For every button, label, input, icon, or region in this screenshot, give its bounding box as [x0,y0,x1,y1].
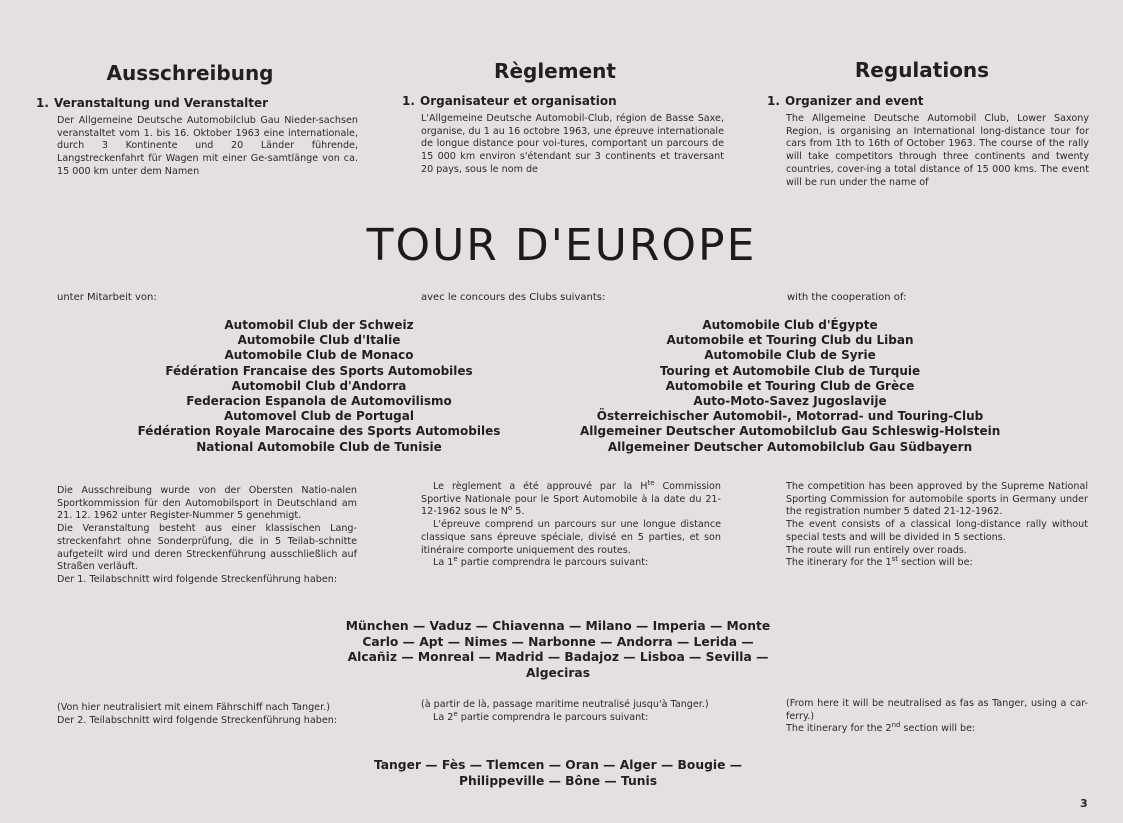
club-item: Automobile Club de Syrie [704,348,876,363]
section1-english-text: The Allgemeine Deutsche Automobil Club, Lower Saxony Region, is organising an International long-distance tour for cars from 1th to 16th of October 1963. The course of the rally will take competitors through three continents and twenty countries, cover-ing a total distance of 15 000 kms. The event will be run under the name of [786,113,1089,188]
approval-french-p2: L'épreuve comprend un parcours sur une longue distance classique sans épreuve spéciale, divisé en 5 parties, et son itinéraire comporte uniquement des routes. [421,519,721,556]
neutral-french-p2: La 2e partie comprendra le parcours suivant: [433,709,649,723]
neutral-english [786,698,1088,736]
approval-german-p3: Der 1. Teilabschnitt wird folgende Streckenführung haben: [57,573,338,585]
clubs-list-left [120,318,518,455]
approval-french-p3: La 1e partie comprendra le parcours suivant: [433,555,649,569]
approval-english-p2: The event consists of a classical long-distance rally without special tests and will be divided in 5 sections. [786,519,1088,543]
club-item: Fédération Royale Marocaine des Sports Automobiles [137,424,501,439]
club-item: Automobile Club de Monaco [224,348,414,363]
route-line: Algeciras [525,665,591,680]
neutral-french [421,699,721,724]
approval-german [57,485,357,587]
approval-french [421,478,722,570]
approval-german-p2: Die Veranstaltung besteht aus einer klassischen Lang-streckenfahrt ohne Sonderprüfung, die in 5 Teilab-schnitte aufgeteilt wird und deren Streckenführung ausschließlich auf Straßen verläuft. [57,523,357,573]
cooperation-english: with the cooperation of: [787,292,907,303]
clubs-list-right [580,318,1000,455]
club-item: Automobil Club der Schweiz [224,318,414,332]
route-line: München — Vaduz — Chiavenna — Milano — Imperia — Monte [345,619,771,633]
section1-french [402,94,724,177]
event-title: TOUR D'EUROPE [366,220,757,271]
section1-german [36,96,358,179]
route-line: Alcañiz — Monreal — Madrid — Badajoz — Lisboa — Sevilla — [347,650,769,665]
page-number: 3 [1080,797,1088,810]
club-item: Allgemeiner Deutscher Automobilclub Gau Schleswig-Holstein [580,424,1001,439]
route-section-2 [330,758,786,789]
route-line: Carlo — Apt — Nimes — Narbonne — Andorra — Lerida — [362,634,754,649]
approval-english-p1: The competition has been approved by the Supreme National Sporting Commission for automobile sports in Germany under the registration number 5 dated 21-12-1962. [786,481,1088,518]
club-item: Federacion Espanola de Automovilismo [186,394,452,409]
heading-english: Regulations [854,58,990,82]
club-item: Auto-Moto-Savez Jugoslavije [693,394,887,409]
club-item: Allgemeiner Deutscher Automobilclub Gau Südbayern [607,439,973,454]
neutral-french-p1: (à partir de là, passage maritime neutralisé jusqu'à Tanger.) [421,699,709,710]
cooperation-french: avec le concours des Clubs suivants: [421,292,606,303]
club-item: Touring et Automobile Club de Turquie [659,363,921,378]
club-item: Fédération Francaise des Sports Automobiles [165,363,473,378]
section1-english-title: 1. Organizer and event [767,94,924,108]
heading-german: Ausschreibung [106,61,274,85]
approval-german-p1: Die Ausschreibung wurde von der Obersten Natio-nalen Sportkommission für den Automobilsport in Deutschland am 21. 12. 1962 unter Register-Nummer 5 genehmigt. [57,485,357,522]
neutral-english-p1: (From here it will be neutralised as fas as Tanger, using a car-ferry.) [786,698,1088,722]
neutral-german-p2: Der 2. Teilabschnitt wird folgende Streckenführung haben: [57,714,338,726]
club-item: Automobil Club d'Andorra [231,378,407,393]
section1-french-title: 1. Organisateur et organisation [402,94,617,108]
club-item: Automobile et Touring Club du Liban [666,333,914,348]
neutral-english-p2: The itinerary for the 2nd section will be: [786,721,976,735]
route-line: Philippeville — Bône — Tunis [458,773,658,788]
section1-french-text: L'Allgemeine Deutsche Automobil-Club, région de Basse Saxe, organise, du 1 au 16 octobre 1963, une épreuve internationale de longue distance pour voi-tures, comportant un parcours de 15 000 km environ s'étendant sur 3 continents et traversant 20 pays, sous le nom de [421,113,724,175]
club-item: Österreichischer Automobil-, Motorrad- und Touring-Club [596,409,984,424]
club-item: Automovel Club de Portugal [224,409,414,424]
route-section-1 [330,619,786,681]
club-item: National Automobile Club de Tunisie [196,439,442,454]
neutral-german [57,702,357,727]
section1-german-title: 1. Veranstaltung und Veranstalter [36,96,269,110]
approval-english [786,481,1088,570]
club-item: Automobile Club d'Égypte [702,318,878,332]
approval-english-p4: The itinerary for the 1st section will be: [786,555,973,569]
route-line: Tanger — Fès — Tlemcen — Oran — Alger — Bougie — [373,758,743,772]
club-item: Automobile et Touring Club de Grèce [665,378,915,393]
approval-english-p3: The route will run entirely over roads. [786,544,967,556]
heading-french: Règlement [494,59,616,83]
cooperation-german: unter Mitarbeit von: [57,292,157,303]
approval-french-p1: Le règlement a été approuvé par la $H^{te}$ Commission Sportive Nationale pour le Sport Automobile à la date du 21-12-1962 sous le $N^o$ 5. [421,478,722,518]
club-item: Automobile Club d'Italie [237,333,401,348]
section1-english [767,94,1089,189]
section1-german-text: Der Allgemeine Deutsche Automobilclub Gau Nieder-sachsen veranstaltet vom 1. bis 16. Oktober 1963 eine internationale, durch 3 Kontinente und 20 Länder führende, Langstreckenfahrt für Wagen mit einer Ge-samtlänge von ca. 15 000 km unter dem Namen [57,115,358,177]
neutral-german-p1: (Von hier neutralisiert mit einem Fährschiff nach Tanger.) [57,702,330,713]
